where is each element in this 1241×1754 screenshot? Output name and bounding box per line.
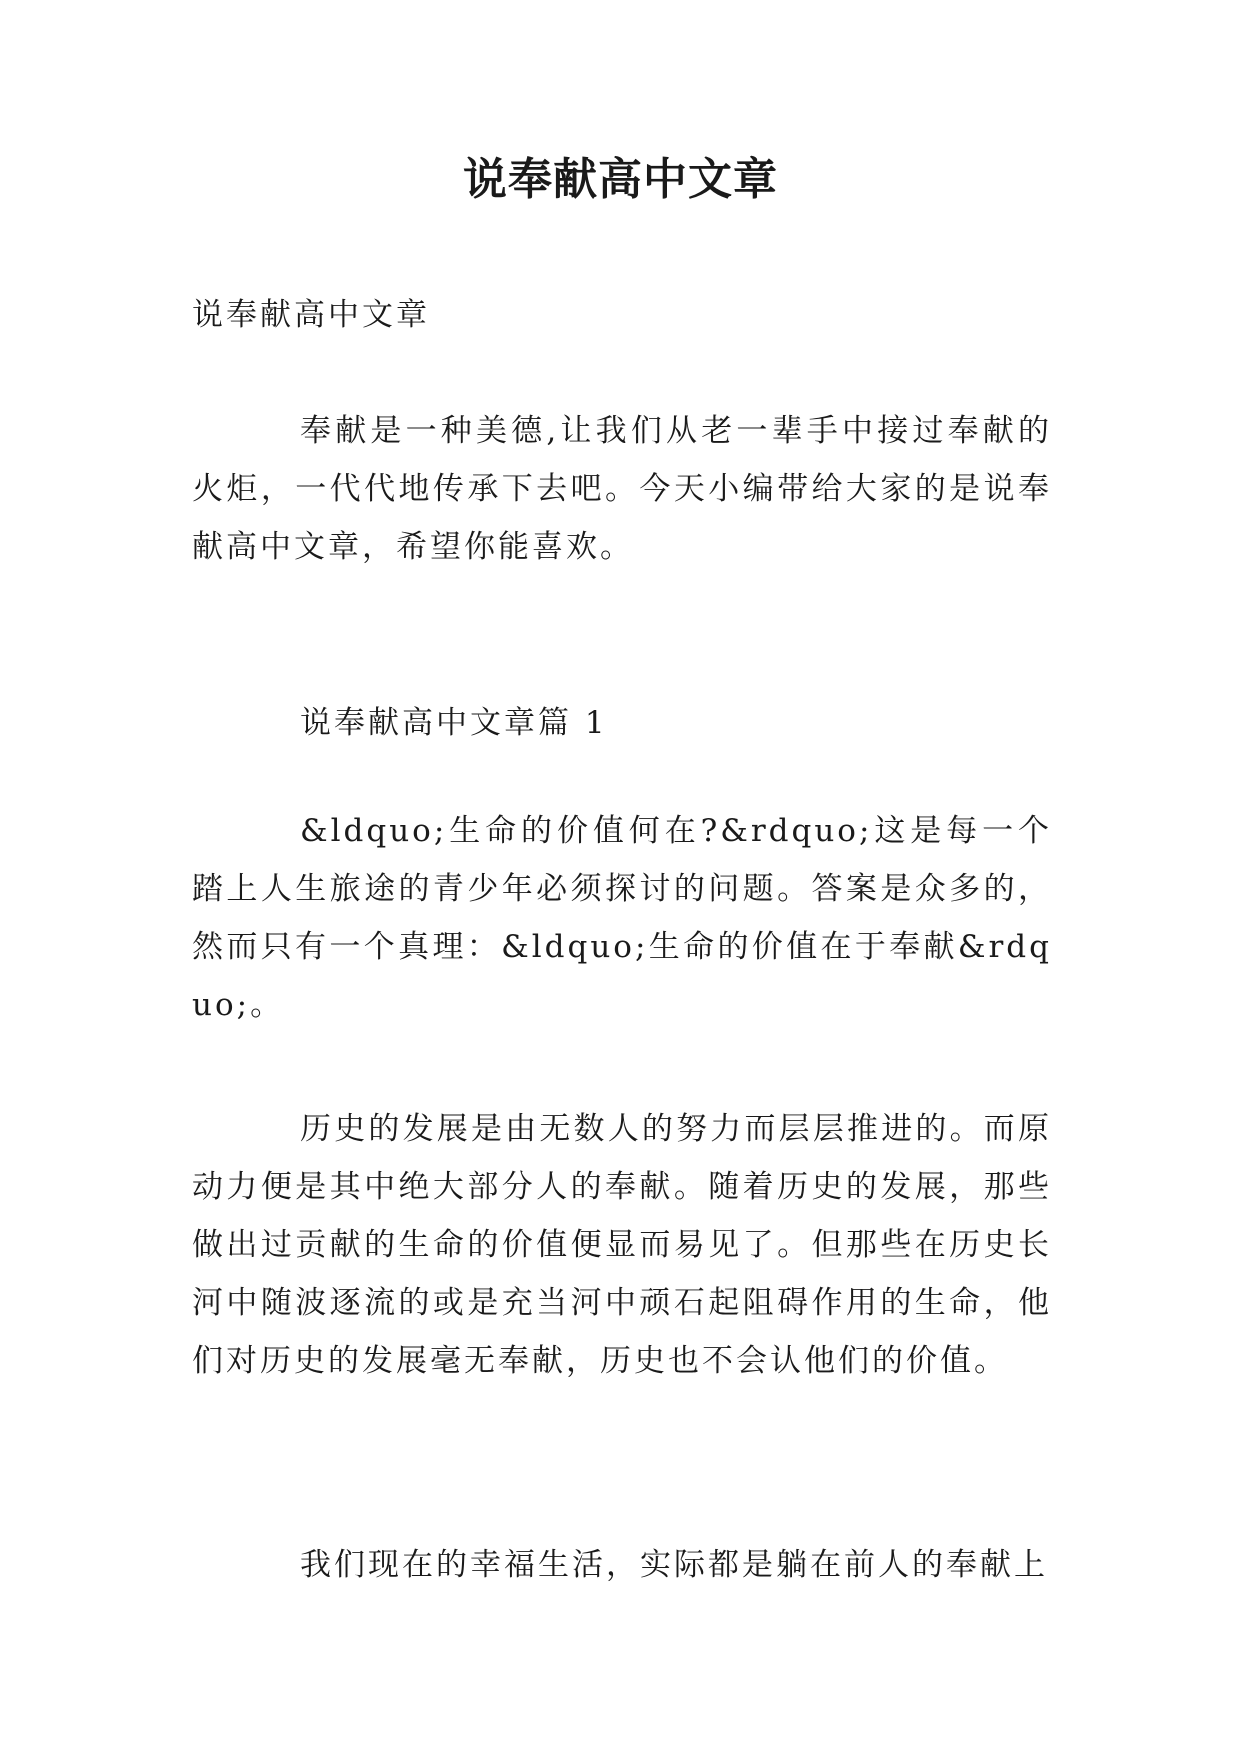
section-heading: 说奉献高中文章篇 1 <box>300 705 608 741</box>
paragraph-2: 历史的发展是由无数人的努力而层层推进的。而原动力便是其中绝大部分人的奉献。随着历史的发展，那些做出过贡献的生命的价值便显而易见了。但那些在历史长河中随波逐流的或是充当河中顽石起阻碍作用的生命，他们对历史的发展毫无奉献，历史也不会认他们的价值。 <box>192 1111 1052 1379</box>
intro-paragraph: 奉献是一种美德,让我们从老一辈手中接过奉献的火炬，一代代地传承下去吧。今天小编带给大家的是说奉献高中文章，希望你能喜欢。 <box>192 413 1052 565</box>
paragraph-3: 我们现在的幸福生活，实际都是躺在前人的奉献上 <box>300 1547 1048 1583</box>
paragraph-1: &ldquo;生命的价值何在?&rdquo;这是每一个踏上人生旅途的青少年必须探讨的问题。答案是众多的，然而只有一个真理：&ldquo;生命的价值在于奉献&rdquo;。 <box>192 813 1052 1023</box>
document-subtitle: 说奉献高中文章 <box>192 297 430 333</box>
page-title: 说奉献高中文章 <box>463 154 778 205</box>
